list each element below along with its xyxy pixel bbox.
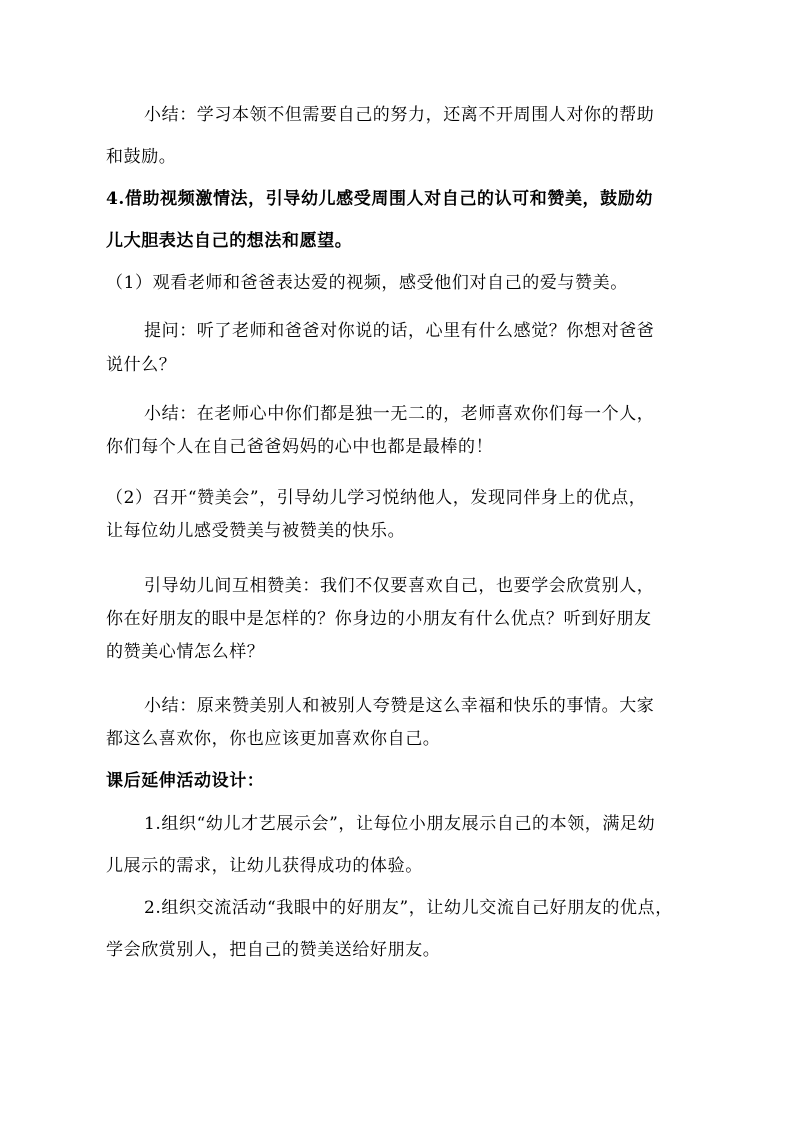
item-2-line-1: （2）召开“赞美会”，引导幼儿学习悦纳他人，发现同伴身上的优点， [106,488,647,508]
item-2-line-2: 让每位幼儿感受赞美与被赞美的快乐。 [106,521,406,541]
item-1-text: （1）观看老师和爸爸表达爱的视频，感受他们对自己的爱与赞美。 [106,273,628,293]
guide-line-1: 引导幼儿间互相赞美：我们不仅要喜欢自己，也要学会欣赏别人， [144,576,655,596]
extension-2-line-2: 学会欣赏别人，把自己的赞美送给好朋友。 [106,940,441,960]
summary-3-line-1: 小结：原来赞美别人和被别人夸赞是这么幸福和快乐的事情。大家 [144,696,655,716]
summary-3-line-2: 都这么喜欢你，你也应该更加喜欢你自己。 [106,729,441,749]
summary-1-line-1: 小结：学习本领不但需要自己的努力，还离不开周围人对你的帮助 [144,105,655,125]
section-4-heading-line-2: 儿大胆表达自己的想法和愿望。 [106,231,353,251]
question-line-2: 说什么？ [106,355,177,375]
extension-2-line-1: 2.组织交流活动“我眼中的好朋友”，让幼儿交流自己好朋友的优点， [144,898,673,918]
summary-2-line-1: 小结：在老师心中你们都是独一无二的，老师喜欢你们每一个人， [144,404,655,424]
section-4-heading-line-1: 4.借助视频激情法，引导幼儿感受周围人对自己的认可和赞美，鼓励幼 [106,189,653,209]
question-line-1: 提问：听了老师和爸爸对你说的话，心里有什么感觉？你想对爸爸 [144,321,655,341]
summary-2-line-2: 你们每个人在自己爸爸妈妈的心中也都是最棒的！ [106,437,494,457]
guide-line-2: 你在好朋友的眼中是怎样的？你身边的小朋友有什么优点？听到好朋友 [106,609,652,629]
guide-line-3: 的赞美心情怎么样？ [106,642,265,662]
extension-1-line-1: 1.组织“幼儿才艺展示会”，让每位小朋友展示自己的本领，满足幼 [144,814,656,834]
extension-1-line-2: 儿展示的需求，让幼儿获得成功的体验。 [106,856,423,876]
summary-1-line-2: 和鼓励。 [106,147,177,167]
extension-heading: 课后延伸活动设计： [106,771,265,791]
